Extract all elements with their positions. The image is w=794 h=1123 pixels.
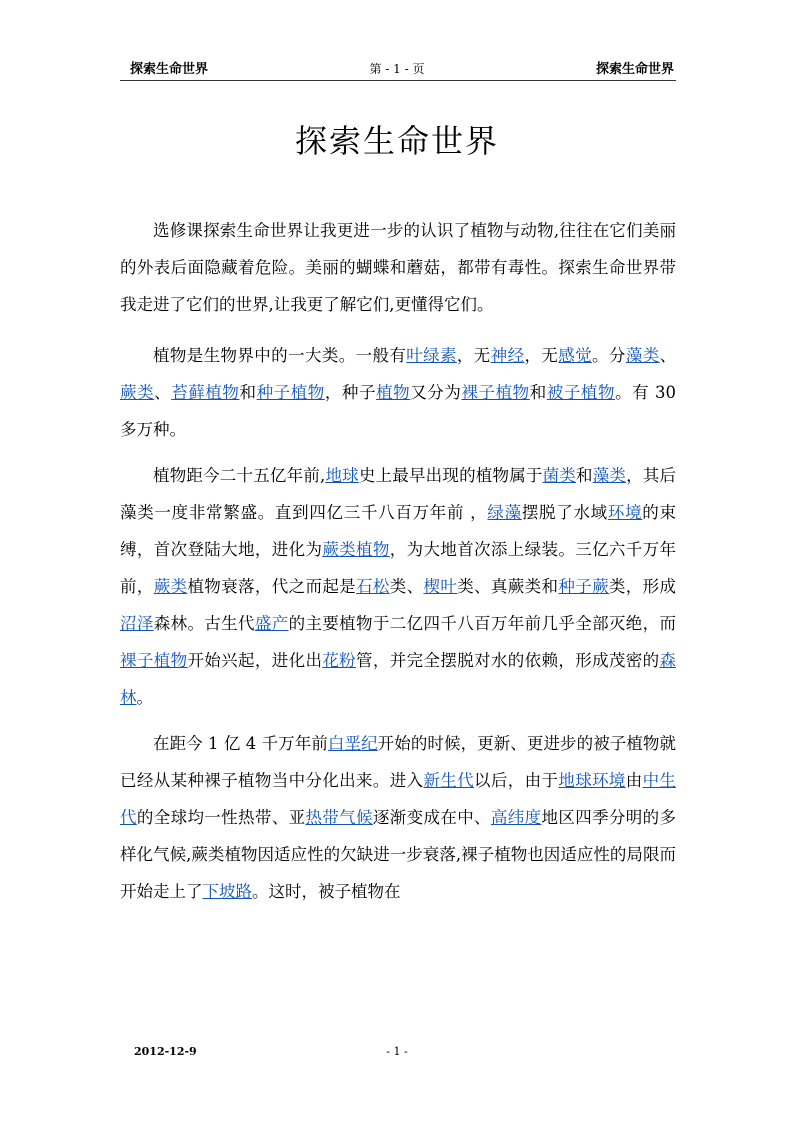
document-body	[120, 212, 676, 924]
header-right-title: 探索生命世界	[595, 62, 674, 77]
header-page-number: 第 - 1 - 页	[369, 62, 425, 76]
paragraph-text: 。	[136, 688, 153, 707]
paragraph-text: 和	[529, 383, 547, 402]
term-link[interactable]: 地球	[325, 466, 359, 485]
paragraph-text: ，其后藻类一度非常繁盛。直到四亿三千八百万年前 ，	[120, 466, 677, 522]
term-link[interactable]: 藻类	[625, 346, 660, 365]
paragraph-text: 植物衰落，代之而起是	[187, 577, 357, 596]
term-link[interactable]: 新生代	[423, 771, 475, 790]
term-link[interactable]: 裸子植物	[461, 383, 530, 402]
paragraph-text: 和	[576, 466, 593, 485]
paragraph-text: ，为大地首次添上绿装。三亿六千万年前，	[120, 540, 676, 596]
paragraph-text: ，种子	[324, 383, 377, 402]
header-left-title: 探索生命世界	[130, 62, 209, 77]
paragraph-text: 、	[154, 383, 172, 402]
paragraph-text: 类，形成	[608, 577, 676, 596]
paragraph-text: 植物是生物界中的一大类。一般有	[153, 346, 407, 365]
paragraph-text: 开始的时候，更新、更进步的被子植物就已经从某种裸子植物当中分化出来。进入	[120, 734, 677, 790]
paragraph-text: 地区四季分明的多样化气候,蕨类植物因适应性的欠缺进一步衰落,裸子植物也因适应性的局限而开始走上了	[120, 808, 676, 901]
term-link[interactable]: 楔叶	[423, 577, 458, 596]
term-link[interactable]: 环境	[607, 503, 643, 522]
paragraph-text: 由	[625, 771, 643, 790]
term-link[interactable]: 沼泽	[120, 614, 154, 633]
paragraph-text: ，无	[456, 346, 491, 365]
paragraph-4	[120, 725, 676, 910]
term-link[interactable]: 神经	[490, 346, 525, 365]
paragraph-text: ，无	[524, 346, 559, 365]
paragraph-2	[120, 337, 676, 448]
paragraph-text: 在距今 1 亿 4 千万年前	[153, 734, 328, 753]
paragraph-text: 管，并完全摆脱对水的依赖，形成茂密的	[356, 651, 660, 670]
term-link[interactable]: 高纬度	[490, 808, 542, 827]
term-link[interactable]: 白垩纪	[327, 734, 378, 753]
paragraph-3	[120, 457, 676, 716]
paragraph-text: 选修课探索生命世界让我更进一步的认识了植物与动物,往往在它们美丽的外表后面隐藏着危险。美丽的蝴蝶和蘑菇，都带有毒性。探索生命世界带我走进了它们的世界,让我更了解它们,更懂得它们。	[120, 221, 676, 314]
term-link[interactable]: 苔藓植物	[171, 383, 240, 402]
paragraph-text: 开始兴起，进化出	[187, 651, 323, 670]
paragraph-text: 。分	[592, 346, 626, 365]
term-link[interactable]: 蕨类	[153, 577, 188, 596]
term-link[interactable]: 感觉	[558, 346, 593, 365]
paragraph-text: 史上最早出现的植物属于	[358, 466, 543, 485]
paragraph-text: 植物距今二十五亿年前,	[153, 466, 326, 485]
header-divider	[120, 80, 676, 81]
term-link[interactable]: 种子蕨	[558, 577, 609, 596]
footer-date: 2012-12-9	[134, 1045, 197, 1058]
paragraph-text: 、	[659, 346, 677, 365]
term-link[interactable]: 蕨类	[120, 383, 155, 402]
term-link[interactable]: 绿藻	[487, 503, 522, 522]
paragraph-text: 的束缚，首次登陆大地，进化为	[120, 503, 677, 559]
term-link[interactable]: 裸子植物	[120, 651, 188, 670]
paragraph-text: 以后，由于	[474, 771, 559, 790]
paragraph-text: 。有 30 多万种。	[120, 383, 677, 439]
paragraph-text: 又分为	[410, 383, 462, 402]
term-link[interactable]: 下坡路	[202, 882, 252, 901]
term-link[interactable]: 叶绿素	[406, 346, 457, 365]
footer-page-number: - 1 -	[386, 1045, 408, 1058]
term-link[interactable]: 地球环境	[558, 771, 626, 790]
paragraph-text: 摆脱了水域	[521, 503, 608, 522]
term-link[interactable]: 蕨类植物	[322, 540, 390, 559]
paragraph-text: 逐渐变成在中、	[372, 808, 491, 827]
paragraph-text: 。这时，被子植物在	[252, 882, 401, 901]
term-link[interactable]: 森林	[120, 651, 676, 707]
term-link[interactable]: 菌类	[542, 466, 576, 485]
term-link[interactable]: 被子植物	[546, 383, 616, 402]
term-link[interactable]: 热带气候	[305, 808, 373, 827]
document-title: 探索生命世界	[294, 122, 499, 160]
term-link[interactable]: 石松	[356, 577, 390, 596]
term-link[interactable]: 花粉	[322, 651, 357, 670]
term-link[interactable]: 盛产	[254, 614, 289, 633]
paragraph-text: 的全球均一性热带、亚	[136, 808, 306, 827]
paragraph-text: 和	[239, 383, 257, 402]
term-link[interactable]: 植物	[376, 383, 411, 402]
term-link[interactable]: 种子植物	[256, 383, 325, 402]
paragraph-text: 类、	[389, 577, 424, 596]
paragraph-text: 类、真蕨类和	[457, 577, 559, 596]
paragraph-text: 森林。古生代	[153, 614, 255, 633]
paragraph-1	[120, 212, 676, 323]
paragraph-text: 的主要植物于二亿四千八百万年前几乎全部灭绝，而	[288, 614, 676, 633]
term-link[interactable]: 藻类	[592, 466, 627, 485]
term-link[interactable]: 中生代	[120, 771, 676, 827]
